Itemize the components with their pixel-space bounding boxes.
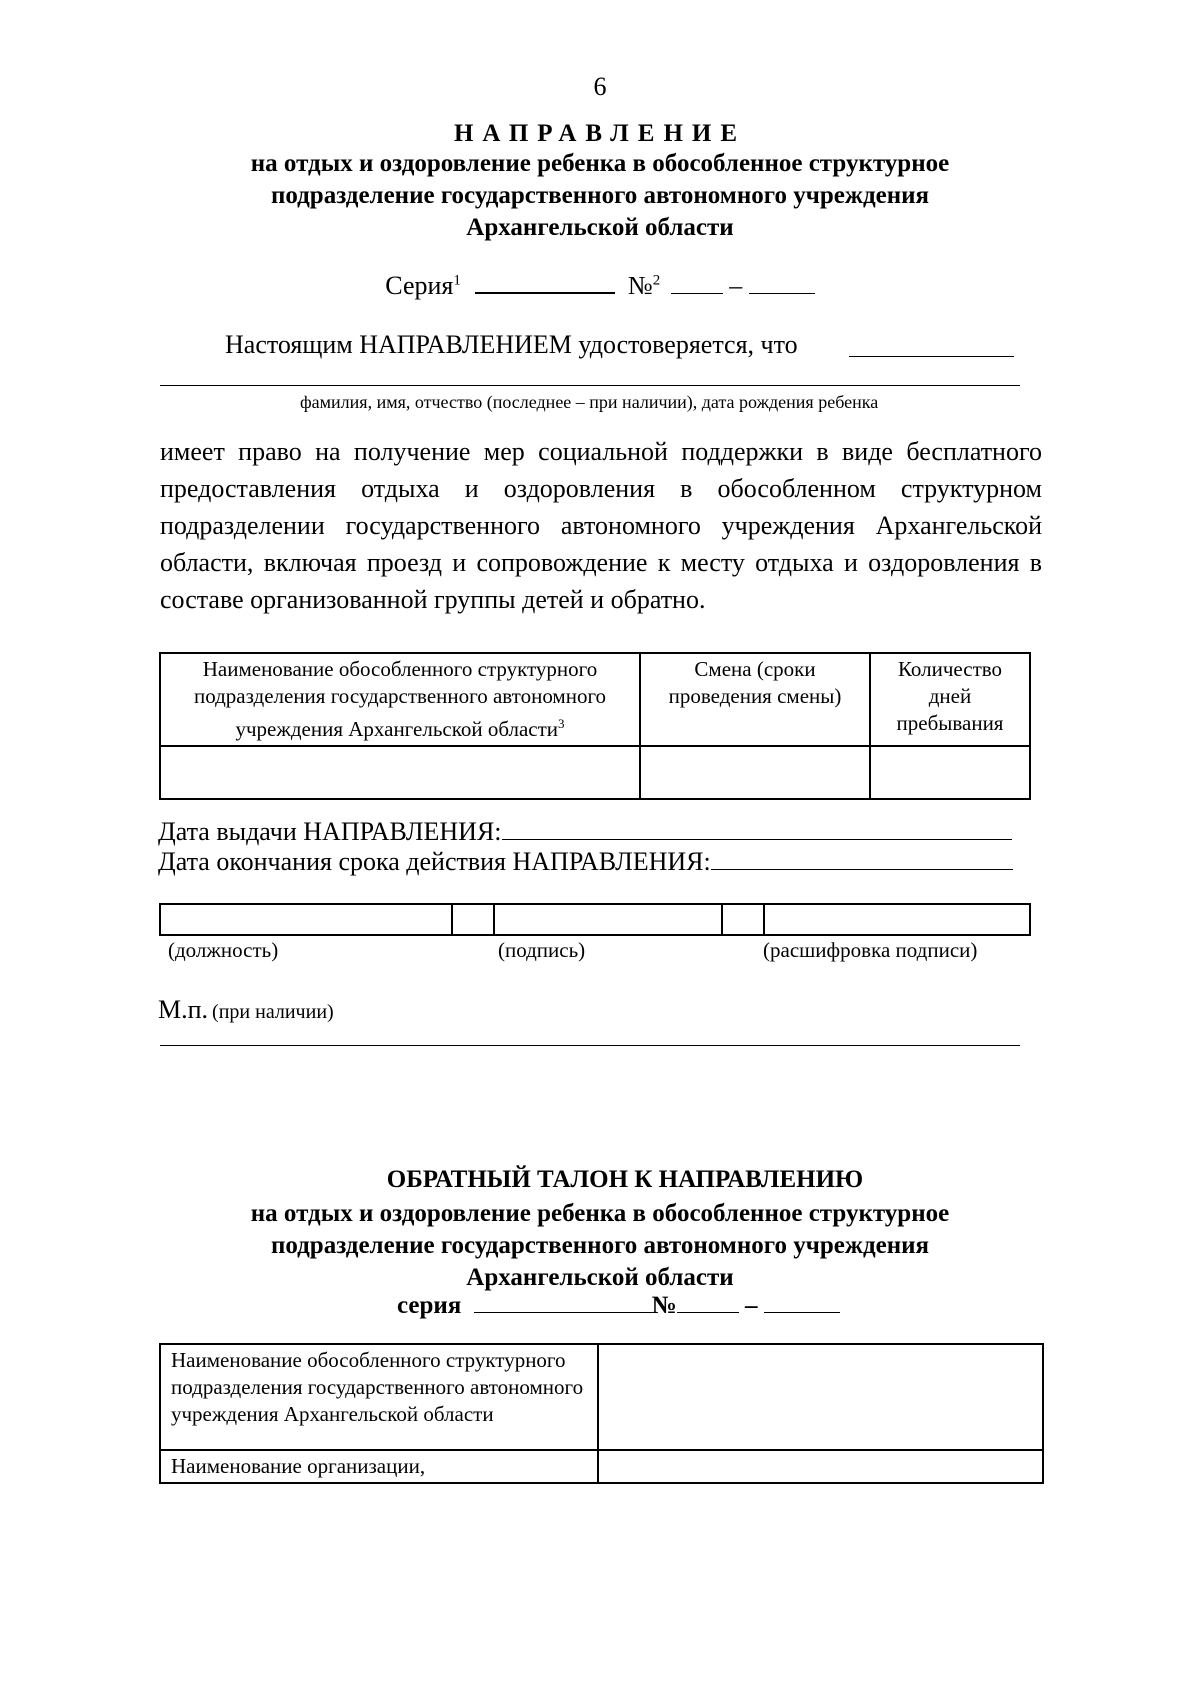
camp-table-cell-days[interactable] — [870, 746, 1030, 799]
signature-box[interactable] — [494, 904, 722, 935]
camp-table-header-unit: Наименование обособленного структурного подразделения государственного автономного учреждения Архангельской области$^3$ — [160, 653, 640, 746]
return-slip-subtitle — [0, 1198, 1200, 1294]
return-number-field-1[interactable] — [677, 1290, 739, 1313]
return-subtitle-line-2: подразделение государственного автономного учреждения — [270, 1232, 930, 1259]
issue-date-line — [158, 815, 1012, 847]
page-number: 6 — [593, 72, 607, 101]
series-label: Серия — [385, 271, 454, 300]
camp-table-header — [160, 653, 1030, 746]
return-table-label-org: Наименование организации, — [160, 1450, 598, 1483]
signature-decode-caption: (расшифровка подписи) — [763, 938, 978, 962]
camp-table-row — [160, 746, 1030, 799]
certify-text: Настоящим НАПРАВЛЕНИЕМ удостоверяется, что — [225, 330, 798, 359]
subtitle-line-1: на отдых и оздоровление ребенка в обособленное структурное — [250, 150, 950, 177]
subtitle-line-2: подразделение государственного автономного учреждения — [270, 182, 930, 209]
return-series-field[interactable] — [474, 1290, 652, 1313]
position-box[interactable] — [160, 904, 452, 935]
return-series-line — [397, 1290, 840, 1320]
signature-table — [159, 903, 1031, 936]
camp-table-cell-unit[interactable] — [160, 746, 640, 799]
return-subtitle-line-1: на отдых и оздоровление ребенка в обособленное структурное — [250, 1200, 950, 1227]
issue-date-label: Дата выдачи НАПРАВЛЕНИЯ: — [158, 817, 502, 846]
certify-field[interactable] — [849, 356, 1014, 357]
series-footnote: 1 — [453, 272, 461, 289]
expiry-date-label: Дата окончания срока действия НАПРАВЛЕНИЯ: — [158, 847, 711, 876]
return-table-label-unit: Наименование обособленного структурного подразделения государственного автономного учреждения Архангельской области — [160, 1344, 598, 1450]
signature-caption: (подпись) — [498, 938, 586, 962]
camp-table-cell-shift[interactable] — [640, 746, 870, 799]
series-number-line — [0, 270, 1200, 301]
expiry-date-field[interactable] — [711, 845, 1013, 870]
number-field-2[interactable] — [749, 271, 815, 294]
signature-decode-box[interactable] — [764, 904, 1030, 935]
series-field[interactable] — [475, 270, 615, 294]
stamp-note: (при наличии) — [212, 1001, 334, 1023]
signature-gap-2 — [722, 904, 764, 935]
number-field-1[interactable] — [671, 271, 723, 294]
child-name-hint: фамилия, имя, отчество (последнее – при наличии), дата рождения ребенка — [300, 392, 879, 412]
camp-table-header-days: Количество дней пребывания — [870, 653, 1030, 746]
signature-gap-1 — [452, 904, 494, 935]
subtitle-line-3: Архангельской области — [466, 214, 734, 241]
number-dash: – — [729, 271, 743, 300]
return-table-row — [160, 1344, 1043, 1450]
return-number-label: № — [651, 1292, 677, 1319]
stamp-divider — [160, 1045, 1020, 1046]
rights-paragraph: имеет право на получение мер социальной поддержки в виде бесплатного предоставления отдыха и оздоровления в обособленном структурном подразделении государственного автономного учреждения Архангельской области, включая проезд и сопровождение к месту отдыха и оздоровления в составе организованной группы детей и обратно. — [160, 437, 1042, 614]
return-number-field-2[interactable] — [764, 1290, 840, 1313]
stamp-line — [158, 995, 334, 1025]
return-slip-table — [159, 1343, 1044, 1484]
number-label: № — [627, 271, 653, 300]
child-name-field[interactable] — [160, 385, 1020, 386]
return-slip-title: ОБРАТНЫЙ ТАЛОН К НАПРАВЛЕНИЮ — [386, 1166, 864, 1193]
return-table-value-unit[interactable] — [598, 1344, 1043, 1450]
return-table-row — [160, 1450, 1043, 1483]
document-subtitle — [0, 148, 1200, 244]
expiry-date-line — [158, 845, 1013, 877]
return-table-value-org[interactable] — [598, 1450, 1043, 1483]
return-series-label: серия — [397, 1292, 462, 1319]
return-subtitle-line-3: Архангельской области — [466, 1264, 734, 1291]
return-number-dash: – — [744, 1292, 758, 1319]
stamp-label: М.п. — [158, 995, 209, 1024]
position-caption: (должность) — [168, 938, 279, 962]
number-footnote: 2 — [652, 272, 661, 289]
issue-date-field[interactable] — [502, 815, 1012, 840]
camp-table-header-shift: Смена (сроки проведения смены) — [640, 653, 870, 746]
camp-table — [159, 652, 1031, 800]
document-title: НАПРАВЛЕНИЕ — [453, 120, 747, 147]
